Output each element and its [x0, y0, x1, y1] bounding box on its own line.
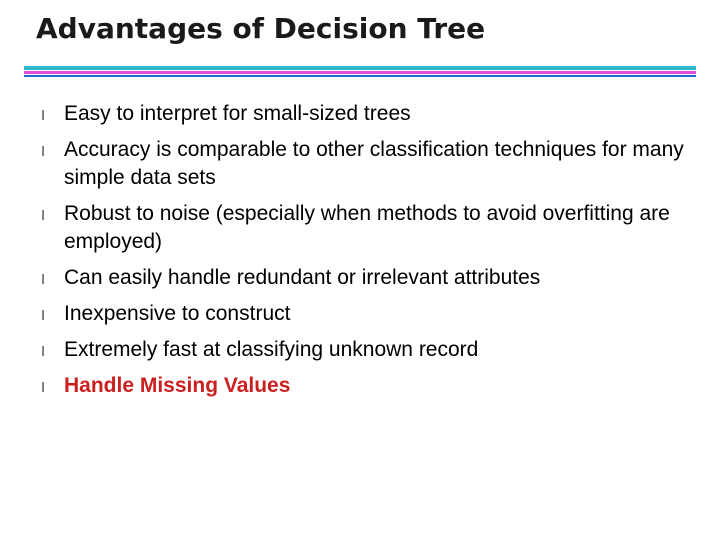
- bullet-text: Robust to noise (especially when methods to avoid overfitting are employed): [64, 202, 670, 253]
- bullet-marker-icon: l: [41, 307, 45, 323]
- bullet-marker-icon: l: [41, 143, 45, 159]
- title-rule-bottom: [24, 75, 696, 77]
- bullet-text: Accuracy is comparable to other classification techniques for many simple data sets: [64, 138, 684, 189]
- bullet-marker-icon: l: [41, 379, 45, 395]
- bullet-marker-icon: l: [41, 107, 45, 123]
- bullet-marker-icon: l: [41, 207, 45, 223]
- bullet-text: Inexpensive to construct: [64, 302, 291, 325]
- bullet-text: Extremely fast at classifying unknown record: [64, 338, 479, 361]
- bullet-item: [36, 264, 696, 292]
- bullet-item: [36, 100, 696, 128]
- title-rule-middle: [24, 71, 696, 74]
- bullet-list: [36, 100, 696, 408]
- bullet-item: [36, 300, 696, 328]
- bullet-text: Can easily handle redundant or irrelevant attributes: [64, 266, 541, 289]
- bullet-item-highlight: [36, 372, 696, 400]
- bullet-text: Easy to interpret for small-sized trees: [64, 102, 411, 125]
- bullet-text-highlight: Handle Missing Values: [64, 374, 291, 397]
- bullet-item: [36, 336, 696, 364]
- title-rule-top: [24, 66, 696, 70]
- bullet-item: [36, 200, 696, 256]
- bullet-item: [36, 136, 696, 192]
- bullet-marker-icon: l: [41, 271, 45, 287]
- slide-title: Advantages of Decision Tree: [36, 12, 486, 45]
- bullet-marker-icon: l: [41, 343, 45, 359]
